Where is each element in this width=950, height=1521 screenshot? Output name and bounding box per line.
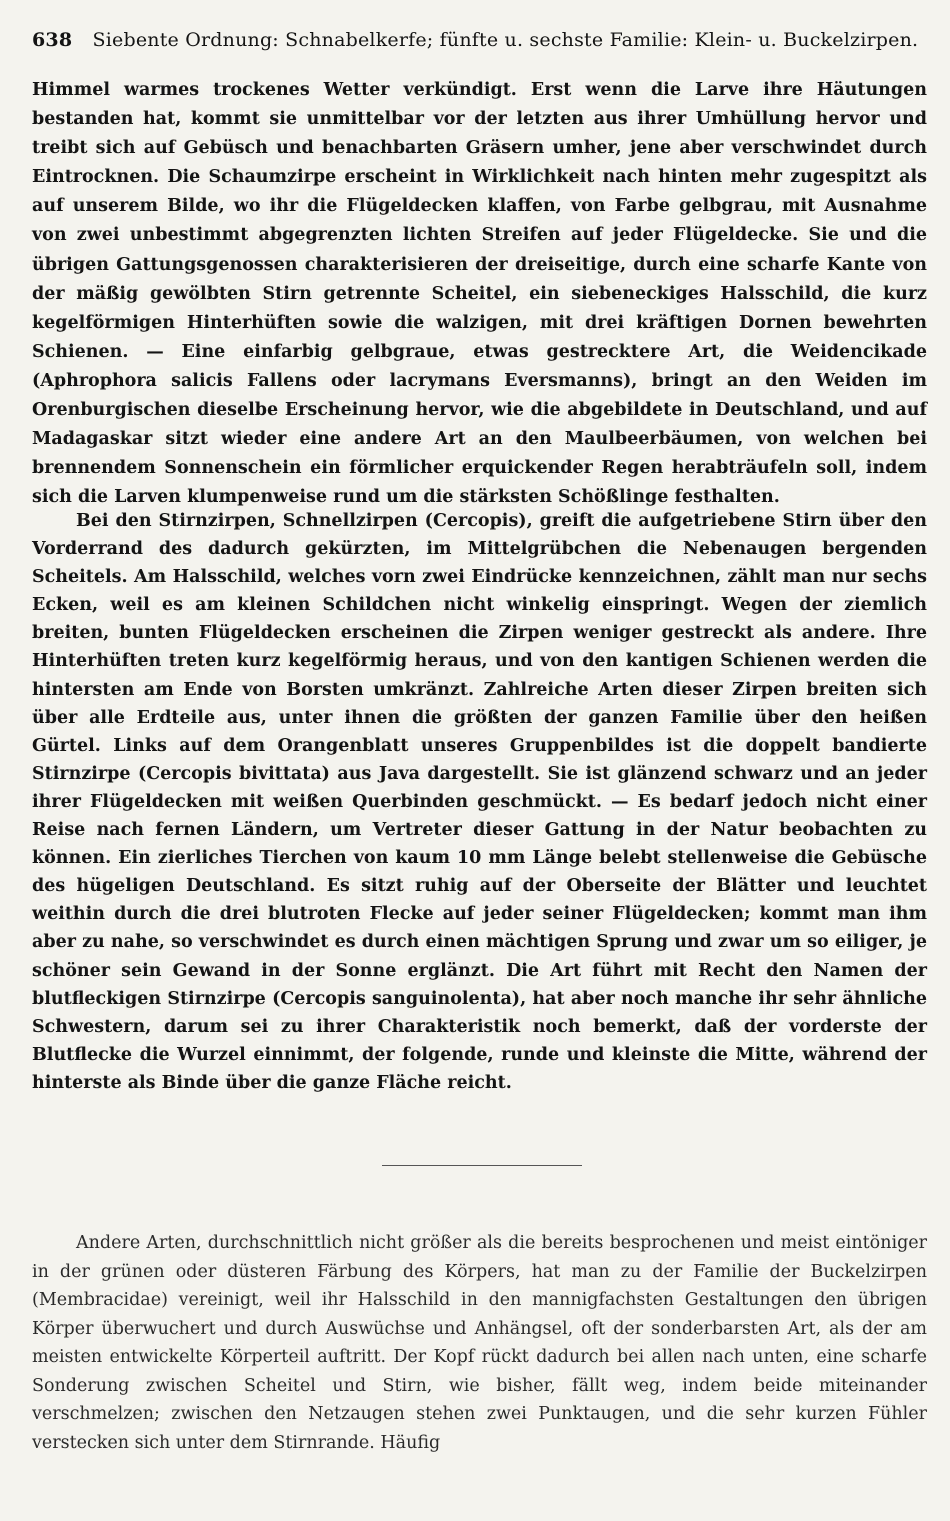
page-number: 638 <box>32 29 73 51</box>
text-block-top <box>32 76 927 512</box>
text-block-bottom <box>32 1229 927 1457</box>
running-head <box>32 28 918 52</box>
paragraph-continuation: Himmel warmes trockenes Wetter verkündigt. Erst wenn die Larve ihre Häutungen bestanden hat, kommt sie unmittelbar vor der letzten aus ihrer Umhüllung hervor und treibt sich auf Gebüsch und benachbarten Gräsern umher, jene aber verschwindet durch Eintrocknen. Die Schaumzirpe erscheint in Wirklichkeit nach hinten mehr zugespitzt als auf unserem Bilde, wo ihr die Flügeldecken klaffen, von Farbe gelbgrau, mit Ausnahme von zwei unbestimmt abgegrenzten lichten Streifen auf jeder Flügeldecke. Sie und die übrigen Gattungsgenossen charakterisieren der dreiseitige, durch eine scharfe Kante von der mäßig gewölbten Stirn getrennte Scheitel, ein siebeneckiges Halsschild, die kurz kegelförmigen Hinterhüften sowie die walzigen, mit drei kräftigen Dornen bewehrten Schienen. — Eine einfarbig gelbgraue, etwas gestrecktere Art, die Weidencikade (Aphrophora salicis Fallens oder lacrymans Eversmanns), bringt an den Weiden im Orenburgischen dieselbe Erscheinung hervor, wie die abgebildete in Deutschland, und auf Madagaskar sitzt wieder eine andere Art an den Maulbeerbäumen, von welchen bei brennendem Sonnenschein ein förmlicher erquickender Regen herabträufeln soll, indem sich die Larven klumpenweise rund um die stärksten Schößlinge festhalten. <box>32 80 927 508</box>
running-title: Siebente Ordnung: Schnabelkerfe; fünfte u. sechste Familie: Klein- u. Buckelzirpen. <box>92 29 919 51</box>
paragraph-stirnzirpen: Bei den Stirnzirpen, Schnellzirpen (Cercopis), greift die aufgetriebene Stirn über den Vorderrand des dadurch gekürzten, im Mittelgrübchen die Nebenaugen bergenden Scheitels. Am Halsschild, welches vorn zwei Eindrücke kennzeichnen, zählt man nur sechs Ecken, weil es am kleinen Schildchen nicht winkelig einspringt. Wegen der ziemlich breiten, bunten Flügeldecken erscheinen die Zirpen weniger gestreckt als andere. Ihre Hinterhüften treten kurz kegelförmig heraus, und von den kantigen Schienen werden die hintersten am Ende von Borsten umkränzt. Zahlreiche Arten dieser Zirpen breiten sich über alle Erdteile aus, unter ihnen die größten der ganzen Familie über den heißen Gürtel. Links auf dem Orangenblatt unseres Gruppenbildes ist die doppelt bandierte Stirnzirpe (Cercopis bivittata) aus Java dargestellt. Sie ist glänzend schwarz und an jeder ihrer Flügeldecken mit weißen Querbinden geschmückt. — Es bedarf jedoch nicht einer Reise nach fernen Ländern, um Vertreter dieser Gattung in der Natur beobachten zu können. Ein zierliches Tierchen von kaum 10 mm Länge belebt stellenweise die Gebüsche des hügeligen Deutschland. Es sitzt ruhig auf der Oberseite der Blätter und leuchtet weithin durch die drei blutroten Flecke auf jeder seiner Flügeldecken; kommt man ihm aber zu nahe, so verschwindet es durch einen mächtigen Sprung und zwar um so eiliger, je schöner sein Gewand in der Sonne erglänzt. Die Art führt mit Recht den Namen der blutfleckigen Stirnzirpe (Cercopis sanguinolenta), hat aber noch manche ihr sehr ähnliche Schwestern, darum sei zu ihrer Charakteristik noch bemerkt, daß der vorderste der Blutflecke die Wurzel einnimmt, der folgende, runde und kleinste die Mitte, während der hinterste als Binde über die ganze Fläche reicht. <box>32 511 927 1093</box>
section-divider <box>382 1165 582 1166</box>
text-block-middle <box>32 507 927 1097</box>
paragraph-buckelzirpen: Andere Arten, durchschnittlich nicht größer als die bereits besprochenen und meist eintöniger in der grünen oder düsteren Färbung des Körpers, hat man zu der Familie der Buckelzirpen (Membracidae) vereinigt, weil ihr Halsschild in den mannigfachsten Gestaltungen den übrigen Körper überwuchert und durch Auswüchse und Anhängsel, oft der sonderbarsten Art, als der am meisten entwickelte Körperteil auftritt. Der Kopf rückt dadurch bei allen nach unten, eine scharfe Sonderung zwischen Scheitel und Stirn, wie bisher, fällt weg, indem beide miteinander verschmelzen; zwischen den Netzaugen stehen zwei Punktaugen, und die sehr kurzen Fühler verstecken sich unter dem Stirnrande. Häufig <box>32 1233 927 1453</box>
